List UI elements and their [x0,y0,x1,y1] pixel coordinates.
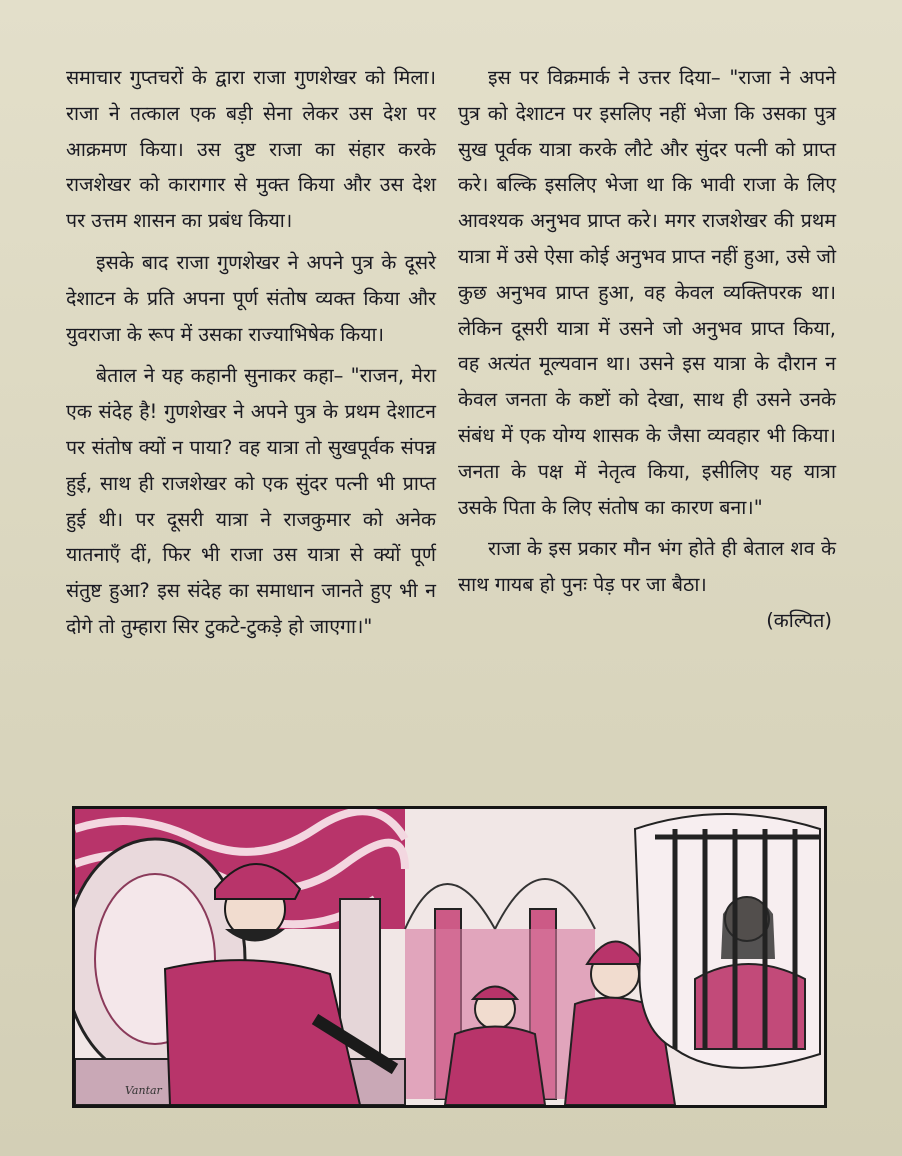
left-text-column [66,60,436,651]
illustration-art [75,809,824,1105]
paragraph: बेताल ने यह कहानी सुनाकर कहा– "राजन, मेरा एक संदेह है! गुणशेखर ने अपने पुत्र के प्रथम देशाटन पर संतोष क्यों न पाया? वह यात्रा तो सुखपूर्वक संपन्न हुई, साथ ही राजशेखर को एक सुंदर पत्नी भी प्राप्त हुई थी। पर दूसरी यात्रा ने राजकुमार को अनेक यातनाएँ दीं, फिर भी राजा उस यात्रा से क्यों पूर्ण संतुष्ट हुआ? इस संदेह का समाधान जानते हुए भी न दोगे तो तुम्हारा सिर टुकटे-टुकड़े हो जाएगा।" [66,364,436,638]
thought-bubble-prison [635,814,820,1068]
paragraph: इस पर विक्रमार्क ने उत्तर दिया– "राजा ने अपने पुत्र को देशाटन पर इसलिए नहीं भेजा कि उसका पुत्र सुख पूर्वक यात्रा करके लौटे और सुंदर पत्नी को प्राप्त करे। बल्कि इसलिए भेजा था कि भावी राजा के लिए आवश्यक अनुभव प्राप्त करे। मगर राजशेखर की प्रथम यात्रा में उसे ऐसा कोई अनुभव प्राप्त नहीं हुआ, उसे जो कुछ अनुभव प्राप्त हुआ, वह केवल व्यक्तिपरक था। लेकिन दूसरी यात्रा में उसने जो अनुभव प्राप्त किया, वह अत्यंत मूल्यवान था। उसने इस यात्रा के दौरान न केवल जनता के कष्टों को देखा, साथ ही उसने उनके संबंध में एक योग्य शासक के जैसा व्यवहार भी किया। जनता के पक्ष में नेतृत्व किया, इसीलिए यह यात्रा उसके पिता के लिए संतोष का कारण बना।" [458,66,836,519]
paragraph: इसके बाद राजा गुणशेखर ने अपने पुत्र के दूसरे देशाटन के प्रति अपना पूर्ण संतोष व्यक्त किया और युवराजा के रूप में उसका राज्याभिषेक किया। [66,250,436,346]
right-text-column [458,60,836,645]
paragraph-text: राजा के इस प्रकार मौन भंग होते ही बेताल शव के साथ गायब हो पुनः पेड़ पर जा बैठा। [458,537,836,597]
story-illustration [72,806,827,1108]
artist-signature: Vantar [125,1084,162,1097]
source-note: (कल्पित) [766,608,832,632]
paragraph: समाचार गुप्तचरों के द्वारा राजा गुणशेखर को मिला। राजा ने तत्काल एक बड़ी सेना लेकर उस देश पर आक्रमण किया। उस दुष्ट राजा का संहार करके राजशेखर को कारागार से मुक्त किया और उस देश पर उत्तम शासन का प्रबंध किया। [66,66,436,233]
paragraph [458,531,836,638]
